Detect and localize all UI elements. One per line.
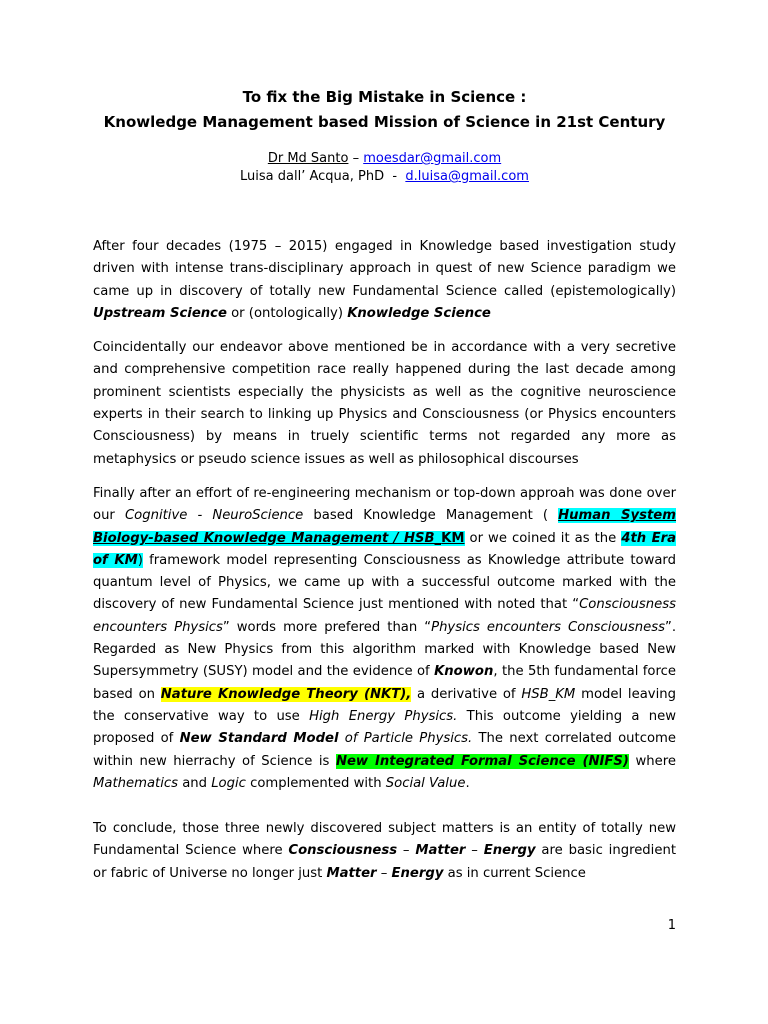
- author-1-separator: –: [348, 151, 364, 166]
- p3-text-13: and: [178, 775, 212, 791]
- p3-physics-encounters-consciousness: Physics encounters Consciousness: [431, 619, 665, 635]
- p3-new-standard-model: New Standard Model: [179, 731, 339, 747]
- author-1-name: Dr Md Santo: [267, 151, 349, 166]
- p3-highlight-km: KM: [441, 530, 465, 546]
- author-line-2: [93, 168, 676, 186]
- p3-logic: Logic: [211, 775, 246, 791]
- p3-cognitive-neuroscience: Cognitive - NeuroScience: [124, 508, 304, 524]
- p3-text-11: The next correlated outcome within new hierrachy of Science is: [93, 731, 676, 769]
- p1-text-1: After four decades (1975 – 2015) engaged in Knowledge based investigation study driven with intense trans-disciplinary approach in quest of new Science paradigm we came up in discovery of totally new Fundamental Science called (epistemologically): [93, 239, 676, 299]
- p4-text-1: To conclude, those three newly discovered subject matters is an entity of totally new Fundamental Science where: [93, 821, 676, 859]
- p4-dash-1: –: [397, 843, 416, 859]
- paragraph-4: [93, 818, 676, 885]
- p3-highlight-hsb-km: Human System Biology-based Knowledge Management / HSB_: [93, 508, 676, 546]
- p4-dash-3: –: [376, 865, 392, 881]
- p3-text-15: .: [465, 775, 470, 791]
- p3-highlight-nifs: New Integrated Formal Science (NIFS): [335, 753, 629, 769]
- paragraph-1: [93, 236, 676, 325]
- p3-text-14: complemented with: [245, 775, 386, 791]
- page-number: 1: [667, 918, 676, 933]
- p3-mathematics: Mathematics: [93, 775, 178, 791]
- p3-text-7: , the 5th fundamental force based on: [93, 664, 676, 702]
- p4-energy-2: Energy: [391, 865, 444, 881]
- p4-text-2: are basic ingredient or fabric of Universe no longer just: [93, 843, 676, 881]
- p3-text-9: model leaving the conservative way to use: [93, 686, 676, 724]
- p4-consciousness: Consciousness: [288, 843, 398, 859]
- author-2-separator: -: [384, 169, 406, 184]
- title-line-2: Knowledge Management based Mission of Science in 21st Century: [103, 113, 666, 131]
- p3-highlight-paren: ): [137, 552, 143, 568]
- p3-text-4: framework model representing Consciousness as Knowledge attribute toward quantum level of Physics, we came up with a successful outcome marked with the discovery of new Fundamental Science just mentioned with noted that “: [93, 552, 676, 613]
- p3-particle-physics: of Particle Physics.: [338, 731, 473, 747]
- p3-text-8: a derivative of: [411, 686, 522, 702]
- p3-text-5: ” words more prefered than “: [222, 619, 432, 635]
- p3-text-12: where: [628, 753, 676, 769]
- p4-energy: Energy: [483, 843, 536, 859]
- author-2-name: Luisa dall’ Acqua, PhD: [240, 169, 385, 184]
- authors-block: [93, 150, 676, 186]
- p4-matter-2: Matter: [326, 865, 377, 881]
- p4-text-3: as in current Science: [443, 865, 586, 881]
- p3-hsb-km-italic: HSB_KM: [521, 686, 576, 702]
- author-line-1: [93, 150, 676, 168]
- p3-knowon: Knowon: [434, 664, 494, 680]
- p3-high-energy-physics: High Energy Physics.: [309, 708, 458, 724]
- p3-highlight-4th-era: 4th Era of KM: [93, 530, 676, 568]
- p3-social-value: Social Value: [385, 775, 466, 791]
- p3-highlight-nkt: Nature Knowledge Theory (NKT),: [160, 686, 412, 702]
- p4-dash-2: –: [465, 843, 484, 859]
- p1-knowledge-science: Knowledge Science: [347, 305, 491, 321]
- p3-text-3: or we coined it as the: [464, 530, 622, 546]
- paragraph-3: [93, 483, 676, 795]
- p3-text-6: ”. Regarded as New Physics from this algorithm marked with Knowledge based New Supersymmetry (SUSY) model and the evidence of: [93, 619, 677, 680]
- title-line-1: To fix the Big Mistake in Science :: [242, 88, 527, 106]
- p3-consciousness-encounters-physics: Consciousness encounters Physics: [93, 597, 676, 635]
- p1-text-2: or (ontologically): [226, 305, 348, 321]
- paragraph-2: Coincidentally our endeavor above mentioned be in accordance with a very secretive and comprehensive competition race really happened during the last decade among prominent scientists especially the physicists as well as the cognitive neuroscience experts in their search to linking up Physics and Consciousness (or Physics encounters Consciousness) by means in truely scientific terms not regarded any more as metaphysics or pseudo science issues as well as philosophical discourses: [93, 340, 676, 467]
- p1-upstream-science: Upstream Science: [93, 305, 227, 321]
- p3-text-2: based Knowledge Management (: [303, 508, 559, 524]
- p4-matter: Matter: [415, 843, 466, 859]
- author-1-email-link[interactable]: moesdar@gmail.com: [363, 151, 502, 166]
- author-2-email-link[interactable]: d.luisa@gmail.com: [405, 169, 529, 184]
- p3-text-1: Finally after an effort of re-engineering mechanism or top-down approah was done over our: [93, 485, 676, 524]
- p3-text-10: This outcome yielding a new proposed of: [93, 708, 676, 747]
